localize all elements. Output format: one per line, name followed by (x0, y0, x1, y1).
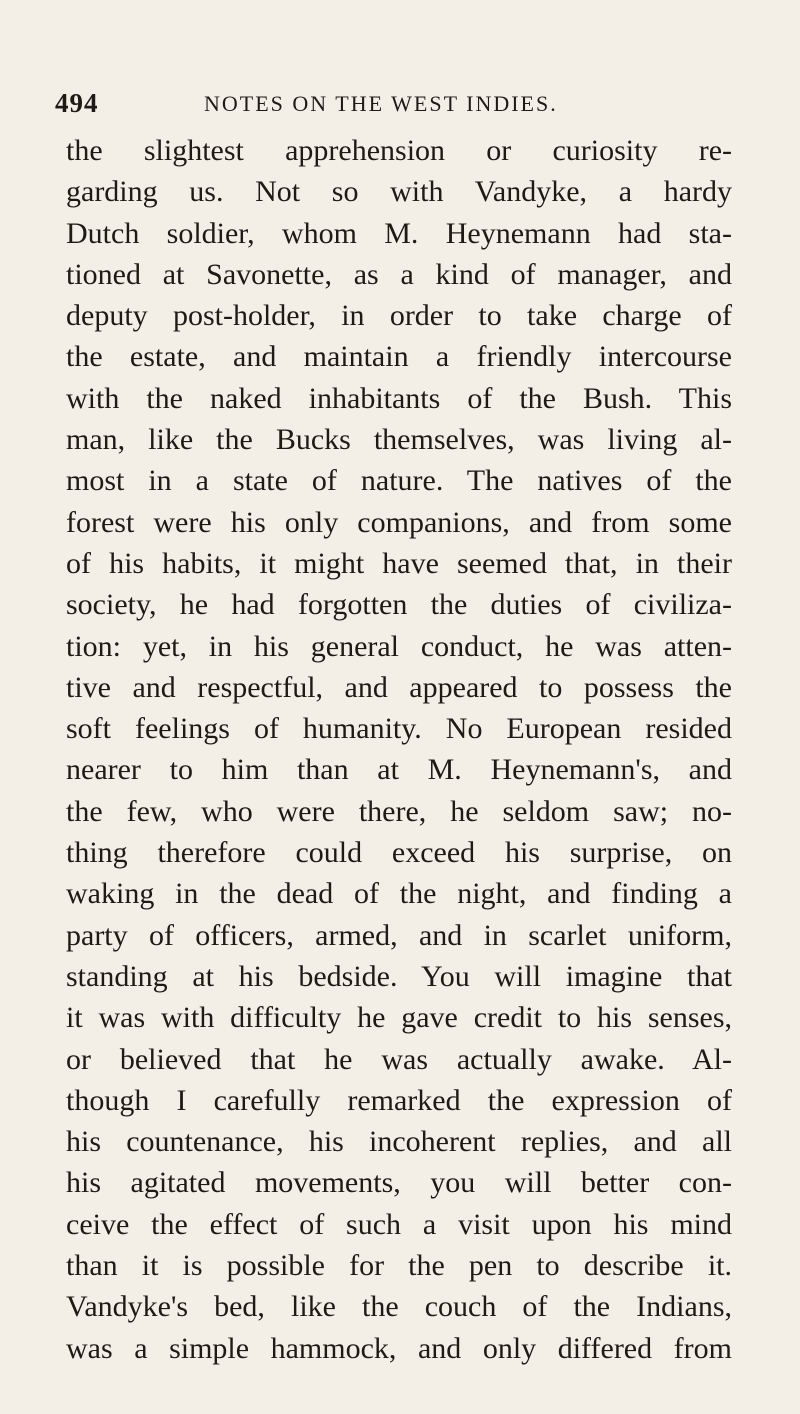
text-line: thing therefore could exceed his surprise, on (66, 836, 732, 870)
text-line: tive and respectful, and appeared to possess the (66, 670, 732, 704)
page-number: 494 (55, 88, 99, 118)
text-line: party of officers, armed, and in scarlet uniform, (66, 918, 732, 952)
text-line: garding us. Not so with Vandyke, a hardy (66, 175, 732, 209)
running-head (55, 88, 755, 128)
text-line: tioned at Savonette, as a kind of manager, and (66, 257, 732, 291)
text-line: Vandyke's bed, like the couch of the Indians, (66, 1290, 732, 1324)
text-line: soft feelings of humanity. No European resided (66, 712, 732, 746)
text-line: tion: yet, in his general conduct, he was atten- (66, 629, 732, 663)
body-text (66, 130, 732, 1369)
text-line: Dutch soldier, whom M. Heynemann had sta- (66, 216, 732, 250)
text-line: standing at his bedside. You will imagine that (66, 959, 732, 993)
text-line: the estate, and maintain a friendly intercourse (66, 340, 732, 374)
text-line: man, like the Bucks themselves, was living al- (66, 423, 732, 457)
text-line: of his habits, it might have seemed that, in their (66, 546, 732, 580)
text-line: with the naked inhabitants of the Bush. This (66, 381, 732, 415)
running-title: NOTES ON THE WEST INDIES. (204, 91, 558, 116)
text-line: than it is possible for the pen to describe it. (66, 1249, 732, 1283)
text-line: society, he had forgotten the duties of civiliza- (66, 588, 732, 622)
text-line: the few, who were there, he seldom saw; no- (66, 794, 732, 828)
text-line: ceive the effect of such a visit upon his mind (66, 1207, 732, 1241)
text-line: his agitated movements, you will better con- (66, 1166, 732, 1200)
text-line: though I carefully remarked the expression of (66, 1083, 732, 1117)
text-line: it was with difficulty he gave credit to his senses, (66, 1001, 732, 1035)
text-line: most in a state of nature. The natives of the (66, 464, 732, 498)
text-line: or believed that he was actually awake. Al- (66, 1042, 732, 1076)
text-line: forest were his only companions, and from some (66, 505, 732, 539)
text-line: deputy post-holder, in order to take charge of (66, 299, 732, 333)
text-line: nearer to him than at M. Heynemann's, and (66, 753, 732, 787)
text-line: was a simple hammock, and only differed from (66, 1331, 732, 1365)
text-line: the slightest apprehension or curiosity re- (66, 134, 732, 167)
text-line: his countenance, his incoherent replies, and all (66, 1125, 732, 1159)
text-line: waking in the dead of the night, and finding a (66, 877, 732, 911)
